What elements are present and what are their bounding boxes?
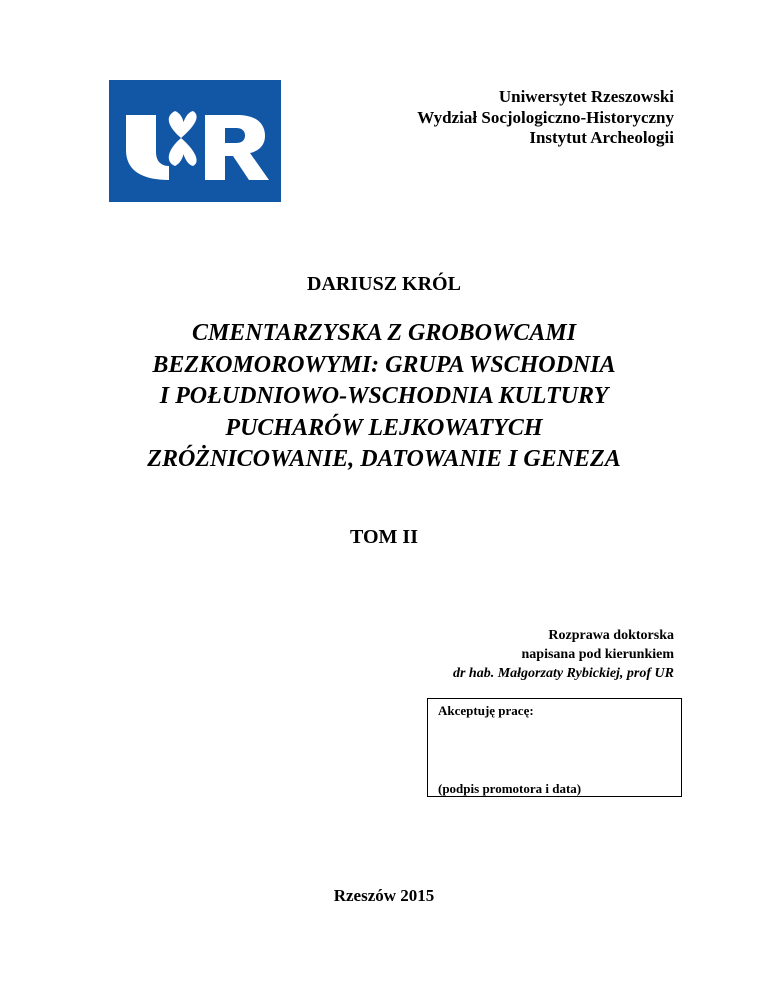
volume-label: TOM II	[350, 526, 418, 548]
ur-logo-icon	[109, 80, 281, 202]
title-line: ZRÓŻNICOWANIE, DATOWANIE I GENEZA	[147, 446, 621, 472]
faculty-name: Wydział Socjologiczno-Historyczny	[417, 107, 674, 127]
thesis-title	[0, 318, 768, 476]
author-name: DARIUSZ KRÓL	[307, 273, 461, 295]
acceptance-box	[427, 698, 682, 797]
title-line: BEZKOMOROWYMI: GRUPA WSCHODNIA	[152, 351, 616, 378]
signature-note: (podpis promotora i data)	[438, 781, 582, 796]
thesis-info	[453, 626, 674, 683]
acceptance-label: Akceptuję pracę:	[438, 703, 534, 718]
university-name: Uniwersytet Rzeszowski	[498, 87, 674, 106]
thesis-supervision: napisana pod kierunkiem	[521, 647, 674, 662]
university-logo	[109, 80, 281, 202]
institute-name: Instytut Archeologii	[529, 128, 674, 147]
title-line: PUCHARÓW LEJKOWATYCH	[225, 414, 543, 441]
thesis-type: Rozprawa doktorska	[548, 628, 674, 643]
affiliation-block	[417, 87, 674, 149]
place-date: Rzeszów 2015	[333, 886, 435, 905]
title-line: I POŁUDNIOWO-WSCHODNIA KULTURY	[159, 383, 609, 409]
title-line: CMENTARZYSKA Z GROBOWCAMI	[191, 320, 577, 346]
thesis-supervisor: dr hab. Małgorzaty Rybickiej, prof UR	[452, 666, 674, 681]
